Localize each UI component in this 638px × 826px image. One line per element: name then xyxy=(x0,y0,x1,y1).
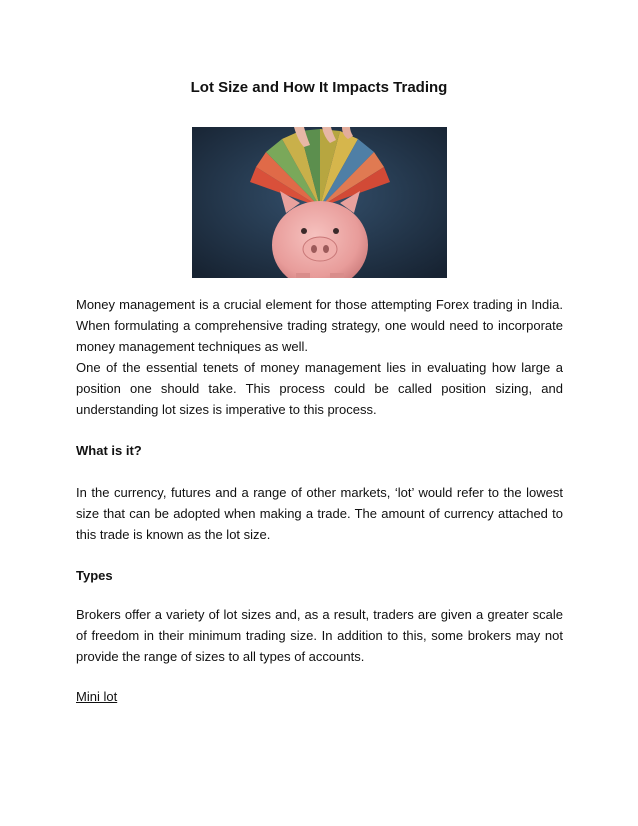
heading-types: Types xyxy=(76,568,113,583)
paragraph-money-management: Money management is a crucial element for those attempting Forex trading in India. When formulating a comprehensive trading strategy, one would need to incorporate money management techniques as well. xyxy=(76,297,563,354)
piggy-bank-image xyxy=(192,127,447,278)
paragraph-lot-definition: In the currency, futures and a range of other markets, ‘lot’ would refer to the lowest size that can be adopted when making a trade. The amount of currency attached to this trade is known as the lot size. xyxy=(76,485,563,542)
document-title: Lot Size and How It Impacts Trading xyxy=(190,79,448,96)
paragraph-position-sizing: One of the essential tenets of money management lies in evaluating how large a position one should take. This process could be called position sizing, and understanding lot sizes is imperative to this process. xyxy=(76,360,563,417)
heading-what-is-it: What is it? xyxy=(76,443,142,458)
piggy-bank-icon xyxy=(192,127,447,278)
paragraph-brokers: Brokers offer a variety of lot sizes and, as a result, traders are given a greater scale of freedom in their minimum trading size. In addition to this, some brokers may not provide the range of sizes to all types of accounts. xyxy=(76,607,563,664)
heading-mini-lot: Mini lot xyxy=(76,689,118,704)
